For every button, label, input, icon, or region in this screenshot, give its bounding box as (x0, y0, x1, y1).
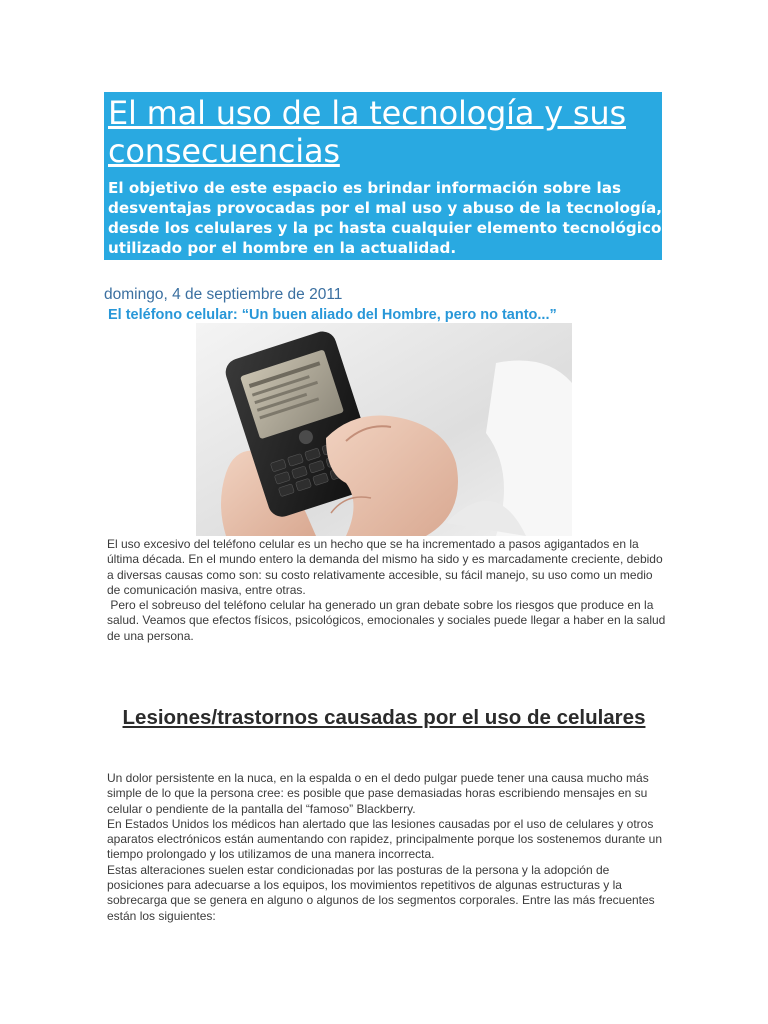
section-paragraph: Estas alteraciones suelen estar condicionadas por las posturas de la persona y la adopción de posiciones para adecuarse a los equipos, los movimientos repetitivos de algunas estructuras y la sobrecarga que se genera en alguno o algunos de los segmentos corporales. Entre las más frecuentes están los siguientes: (107, 862, 655, 923)
blog-title[interactable]: El mal uso de la tecnología y sus consecuencias (108, 94, 626, 170)
blog-header (104, 92, 662, 260)
intro-text (107, 537, 667, 644)
phone-photo (196, 323, 572, 536)
section-heading: Lesiones/trastornos causadas por el uso de celulares (122, 706, 646, 729)
section-paragraph: En Estados Unidos los médicos han alertado que las lesiones causadas por el uso de celulares y otros aparatos electrónicos están aumentando con rapidez, principalmente porque los sostenemos durante un tiempo prolongado y los utilizamos de una manera incorrecta. (107, 816, 663, 862)
post-date: domingo, 4 de septiembre de 2011 (104, 286, 343, 303)
intro-paragraph: Pero el sobreuso del teléfono celular ha generado un gran debate sobre los riesgos que produce en la salud. Veamos que efectos físicos, psicológicos, emocionales y sociales puede llegar a haber en la salud de una persona. (107, 598, 669, 643)
hands-holding-phone-image (196, 323, 572, 536)
post-title[interactable]: El teléfono celular: “Un buen aliado del Hombre, pero no tanto...” (108, 307, 557, 323)
intro-paragraph: El uso excesivo del teléfono celular es un hecho que se ha incrementado a pasos agigantados en la última década. En el mundo entero la demanda del mismo ha sido y es marcadamente creciente, debido a diversas causas como son: su costo relativamente accesible, su fácil manejo, su uso como un medio de comunicación masiva, entre otras. (107, 537, 663, 597)
section-paragraph: Un dolor persistente en la nuca, en la espalda o en el dedo pulgar puede tener una causa mucho más simple de lo que la persona cree: es posible que pase demasiadas horas escribiendo mensajes en su celular o pendiente de la pantalla del “famoso” Blackberry. (107, 771, 649, 816)
section-text (107, 771, 667, 924)
blog-description: El objetivo de este espacio es brindar información sobre las desventajas provocadas por el mal uso y abuso de la tecnología, desde los celulares y la pc hasta cualquier elemento tecnológico utilizado por el hombre en la actualidad. (108, 179, 662, 257)
